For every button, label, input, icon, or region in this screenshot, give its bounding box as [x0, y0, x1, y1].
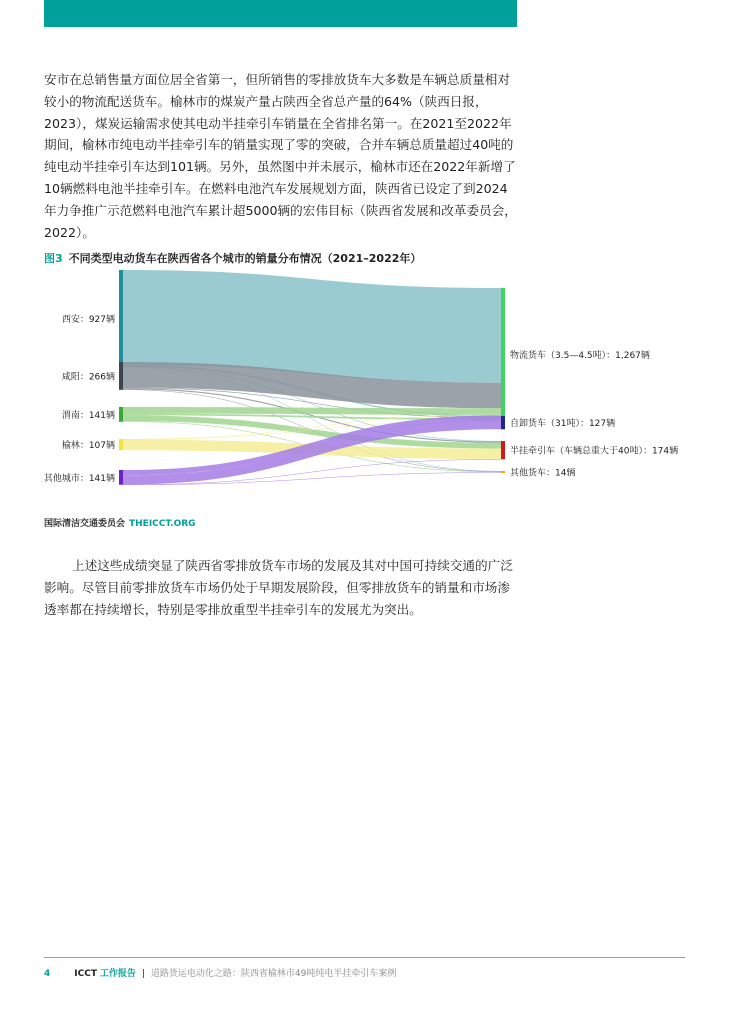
figure-number: 图3 [44, 252, 63, 265]
source-label-0: 西安：927辆 [61, 315, 115, 325]
source-node-3 [119, 439, 123, 450]
target-node-1 [501, 416, 505, 429]
body-paragraph-1: 安市在总销售量方面位居全省第一，但所销售的零排放货车大多数是车辆总质量相对较小的物流配送货车。榆林市的煤炭产量占陕西全省总产量的64%（陕西日报，2023），煤炭运输需求使其电动半挂牵引车销量在全省排名第一。在2021至2022年期间，榆林市纯电动半挂牵引车的销量实现了零的突破，合并车辆总质量超过40吨的纯电动半挂牵引车达到101辆。另外，虽然图中并未展示，榆林市还在2022年新增了10辆燃料电池半挂牵引车。在燃料电池汽车发展规划方面，陕西省已设定了到2024年力争推广示范燃料电池汽车累计超5000辆的宏伟目标（陕西省发展和改革委员会，2022）。 [44, 72, 517, 240]
target-label-3: 其他货车：14辆 [510, 468, 576, 479]
footer-org: ICCT [74, 969, 97, 979]
body-paragraph-2: 上述这些成绩突显了陕西省零排放货车市场的发展及其对中国可持续交通的广泛影响。尽管目前零排放货车市场仍处于早期发展阶段，但零排放货车的销量和市场渗透率都在持续增长，特别是零排放重型半挂牵引车的发展尤为突出。 [44, 558, 513, 617]
source-node-0 [119, 270, 123, 367]
source-node-1 [119, 362, 123, 390]
page-footer [44, 966, 396, 979]
figure-caption: 不同类型电动货车在陕西省各个城市的销量分布情况（2021–2022年） [68, 252, 422, 265]
header-accent-bar [44, 0, 517, 27]
footer-separator: | [141, 969, 145, 979]
target-label-2: 半挂牵引车（车辆总重大于40吨）：174辆 [510, 446, 679, 457]
target-label-1: 自卸货车（31吨）：127辆 [510, 419, 616, 430]
sankey-chart [0, 262, 730, 512]
source-url: THEICCT.ORG [129, 519, 196, 529]
target-node-3 [501, 471, 505, 473]
target-node-0 [501, 288, 505, 421]
source-label-3: 榆林：107辆 [61, 441, 115, 452]
source-label-2: 渭南：141辆 [61, 410, 115, 421]
source-node-4 [119, 470, 123, 485]
figure-source [44, 516, 196, 529]
sankey-flow-2-0 [123, 407, 501, 415]
source-label-1: 咸阳：266辆 [61, 372, 115, 383]
target-node-2 [501, 441, 505, 459]
source-node-2 [119, 407, 123, 422]
target-label-0: 物流货车（3.5—4.5吨）：1,267辆 [510, 350, 650, 361]
source-org: 国际清洁交通委员会 [44, 519, 126, 529]
footer-divider [44, 957, 685, 958]
source-label-4: 其他城市：141辆 [43, 473, 115, 484]
footer-report-title: 道路货运电动化之路：陕西省榆林市49吨纯电半挂牵引车案例 [150, 969, 397, 979]
footer-report-type: 工作报告 [99, 969, 136, 979]
page-number: 4 [44, 969, 51, 979]
